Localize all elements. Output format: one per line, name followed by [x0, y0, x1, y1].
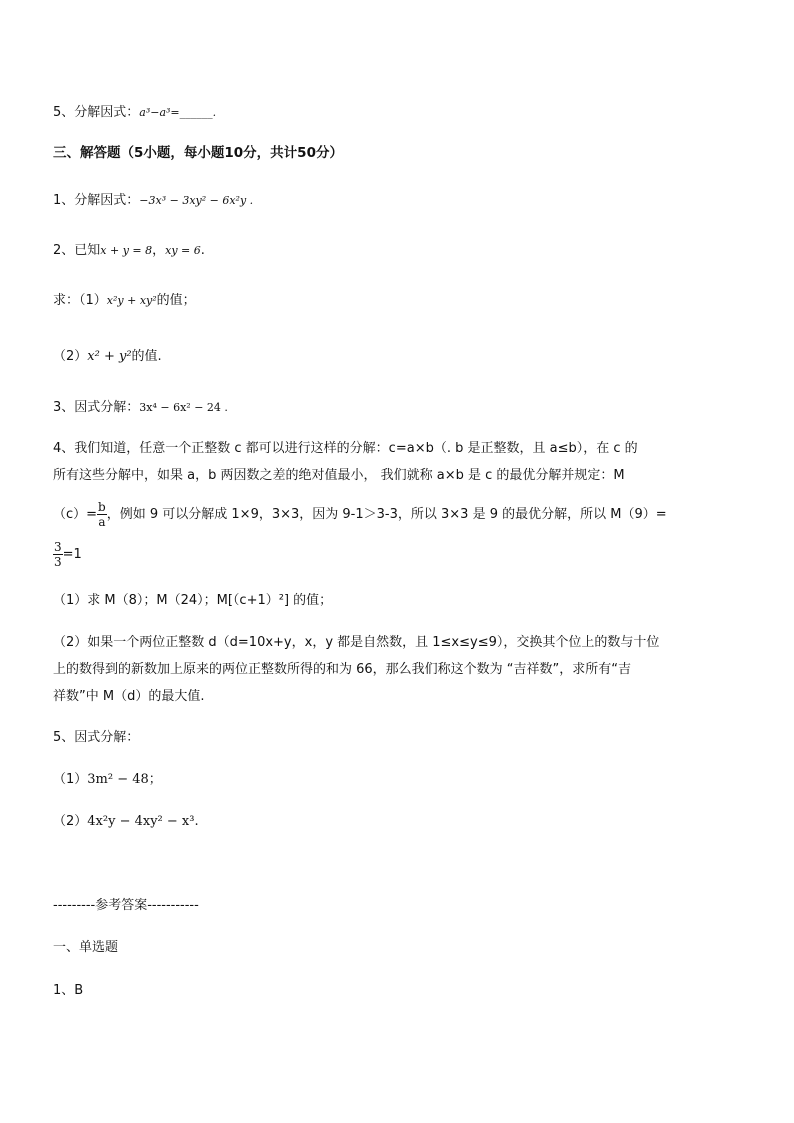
question-prefix: 1、分解因式： — [53, 193, 140, 208]
question-4-part-2-line-1: （2）如果一个两位正整数 d（d=10x+y，x，y 都是自然数，且 1≤x≤y≤9），交换其个位上的数与十位 — [53, 635, 660, 650]
question-4-line-2: 所有这些分解中，如果 a，b 两因数之差的绝对值最小， 我们就称 a×b 是 c 的最优分解并规定：M — [53, 468, 625, 483]
math-expression: 3x⁴ − 6x² − 24 . — [139, 401, 228, 414]
question-3 — [53, 399, 228, 417]
math-expression: x + y = 8 — [100, 244, 153, 257]
fill-question-5 — [53, 104, 216, 122]
answer-1: 1、B — [53, 983, 84, 998]
question-1 — [53, 192, 253, 210]
part-suffix: 的值； — [156, 293, 196, 308]
question-5-part-2 — [53, 813, 199, 831]
text-segment: （c）= — [53, 507, 98, 522]
question-4-part-2-line-2: 上的数得到的新数加上原来的两位正整数所得的和为 66，那么我们称这个数为 “吉祥数”，求所有“吉 — [53, 662, 632, 677]
question-prefix: 2、已知 — [53, 243, 101, 258]
question-4-line-1: 4、我们知道，任意一个正整数 c 都可以进行这样的分解：c=a×b（. b 是正整数，且 a≤b），在 c 的 — [53, 441, 638, 456]
math-expression: 3m² − 48； — [87, 772, 162, 787]
math-expression: a³−a³=______. — [139, 106, 217, 119]
part-suffix: 的值. — [131, 349, 162, 364]
question-5-part-1 — [53, 771, 162, 789]
question-5: 5、因式分解： — [53, 730, 140, 745]
math-expression: 4x²y − 4xy² − x³. — [87, 814, 199, 829]
question-4-line-3 — [53, 500, 667, 529]
question-4-part-2-line-3: 祥数”中 M（d）的最大值. — [53, 689, 205, 704]
answer-section-title: 一、单选题 — [53, 940, 119, 955]
question-prefix: 5、分解因式： — [53, 105, 140, 120]
part-prefix: 求：（1） — [53, 293, 107, 308]
question-prefix: 3、因式分解： — [53, 400, 140, 415]
part-prefix: （2） — [53, 814, 88, 829]
fraction-3-over-3 — [53, 540, 63, 569]
fraction-denominator: a — [98, 515, 106, 529]
text-segment: =1 — [62, 547, 82, 562]
question-4-part-1: （1）求 M（8）；M（24）；M[（c+1）²] 的值； — [53, 593, 333, 608]
part-prefix: （2） — [53, 349, 88, 364]
math-expression: xy = 6 — [165, 244, 201, 257]
fraction-numerator: b — [98, 500, 106, 514]
math-expression: −3x³ − 3xy² − 6x²y . — [139, 194, 254, 207]
separator: ， — [152, 243, 166, 258]
answer-divider: ---------参考答案----------- — [53, 898, 199, 913]
question-2 — [53, 242, 205, 260]
math-expression: x²y + xy² — [106, 294, 157, 307]
question-2-part-2 — [53, 348, 162, 366]
part-prefix: （1） — [53, 772, 88, 787]
period: . — [200, 243, 205, 258]
text-segment: ，例如 9 可以分解成 1×9，3×3，因为 9-1＞3-3，所以 3×3 是 9 的最优分解，所以 M（9）= — [106, 507, 667, 522]
fraction-b-over-a — [97, 500, 107, 529]
question-4-line-4 — [53, 540, 82, 569]
math-expression: x² + y² — [87, 349, 132, 364]
question-2-part-1 — [53, 292, 196, 310]
fraction-denominator: 3 — [54, 555, 62, 569]
section-title-answers: 三、解答题（5小题，每小题10分，共计50分） — [53, 145, 343, 161]
fraction-numerator: 3 — [54, 540, 62, 554]
